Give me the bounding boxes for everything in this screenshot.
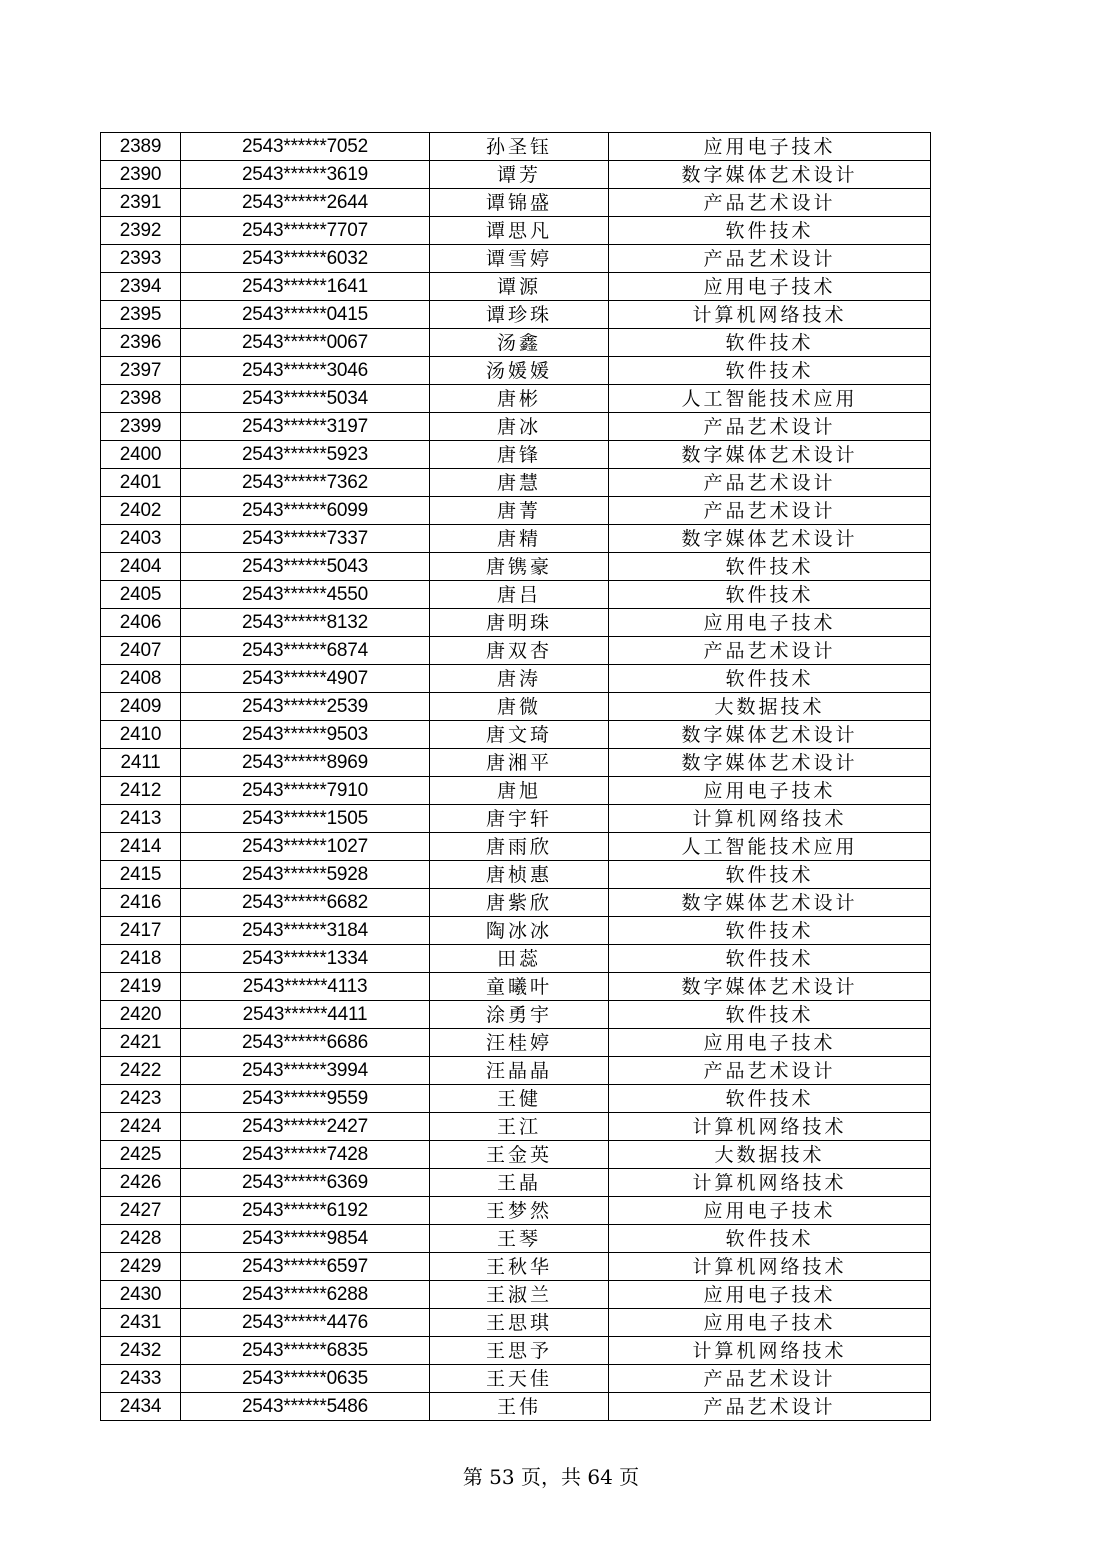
row-major: 人工智能技术应用 — [609, 833, 931, 861]
row-sequence-number: 2401 — [101, 469, 181, 497]
table-row — [101, 413, 931, 441]
row-major: 产品艺术设计 — [609, 1393, 931, 1421]
table-row — [101, 833, 931, 861]
row-sequence-number: 2399 — [101, 413, 181, 441]
row-masked-id: 2543******0067 — [181, 329, 430, 357]
row-masked-id: 2543******4907 — [181, 665, 430, 693]
table-row — [101, 1253, 931, 1281]
table-row — [101, 385, 931, 413]
row-sequence-number: 2422 — [101, 1057, 181, 1085]
row-student-name: 唐雨欣 — [430, 833, 609, 861]
table-row — [101, 357, 931, 385]
row-masked-id: 2543******9854 — [181, 1225, 430, 1253]
row-masked-id: 2543******6682 — [181, 889, 430, 917]
row-major: 产品艺术设计 — [609, 497, 931, 525]
row-masked-id: 2543******6099 — [181, 497, 430, 525]
row-major: 数字媒体艺术设计 — [609, 441, 931, 469]
row-masked-id: 2543******3619 — [181, 161, 430, 189]
table-row — [101, 945, 931, 973]
row-student-name: 谭芳 — [430, 161, 609, 189]
table-row — [101, 1029, 931, 1057]
table-row — [101, 665, 931, 693]
row-masked-id: 2543******1334 — [181, 945, 430, 973]
row-major: 计算机网络技术 — [609, 1113, 931, 1141]
row-masked-id: 2543******1027 — [181, 833, 430, 861]
row-sequence-number: 2419 — [101, 973, 181, 1001]
row-sequence-number: 2398 — [101, 385, 181, 413]
table-row — [101, 581, 931, 609]
row-sequence-number: 2417 — [101, 917, 181, 945]
row-sequence-number: 2411 — [101, 749, 181, 777]
row-major: 软件技术 — [609, 861, 931, 889]
row-student-name: 田蕊 — [430, 945, 609, 973]
row-major: 产品艺术设计 — [609, 189, 931, 217]
row-major: 软件技术 — [609, 945, 931, 973]
table-row — [101, 1197, 931, 1225]
row-student-name: 王秋华 — [430, 1253, 609, 1281]
row-student-name: 涂勇宇 — [430, 1001, 609, 1029]
row-masked-id: 2543******7707 — [181, 217, 430, 245]
row-major: 数字媒体艺术设计 — [609, 749, 931, 777]
row-major: 大数据技术 — [609, 1141, 931, 1169]
row-sequence-number: 2418 — [101, 945, 181, 973]
row-major: 应用电子技术 — [609, 1309, 931, 1337]
row-masked-id: 2543******9559 — [181, 1085, 430, 1113]
row-masked-id: 2543******1505 — [181, 805, 430, 833]
row-student-name: 王伟 — [430, 1393, 609, 1421]
row-student-name: 汤鑫 — [430, 329, 609, 357]
row-student-name: 唐彬 — [430, 385, 609, 413]
table-row — [101, 245, 931, 273]
row-masked-id: 2543******7362 — [181, 469, 430, 497]
table-row — [101, 1141, 931, 1169]
row-sequence-number: 2420 — [101, 1001, 181, 1029]
row-sequence-number: 2423 — [101, 1085, 181, 1113]
table-row — [101, 973, 931, 1001]
row-sequence-number: 2415 — [101, 861, 181, 889]
row-student-name: 王思予 — [430, 1337, 609, 1365]
row-student-name: 汤媛媛 — [430, 357, 609, 385]
row-student-name: 谭源 — [430, 273, 609, 301]
row-major: 软件技术 — [609, 357, 931, 385]
row-masked-id: 2543******6874 — [181, 637, 430, 665]
row-sequence-number: 2393 — [101, 245, 181, 273]
row-sequence-number: 2404 — [101, 553, 181, 581]
row-masked-id: 2543******2539 — [181, 693, 430, 721]
row-student-name: 唐双杏 — [430, 637, 609, 665]
row-major: 软件技术 — [609, 553, 931, 581]
row-student-name: 唐旭 — [430, 777, 609, 805]
table-row — [101, 1309, 931, 1337]
table-row — [101, 525, 931, 553]
page-number-footer: 第 53 页，共 64 页 — [462, 1465, 640, 1489]
row-major: 软件技术 — [609, 665, 931, 693]
roster-table-body — [101, 133, 931, 1421]
row-major: 应用电子技术 — [609, 1281, 931, 1309]
table-row — [101, 497, 931, 525]
row-student-name: 王琴 — [430, 1225, 609, 1253]
table-row — [101, 441, 931, 469]
row-masked-id: 2543******6835 — [181, 1337, 430, 1365]
row-masked-id: 2543******9503 — [181, 721, 430, 749]
row-student-name: 谭思凡 — [430, 217, 609, 245]
row-major: 产品艺术设计 — [609, 1365, 931, 1393]
row-student-name: 唐桢惠 — [430, 861, 609, 889]
row-masked-id: 2543******4411 — [181, 1001, 430, 1029]
row-major: 应用电子技术 — [609, 1029, 931, 1057]
row-masked-id: 2543******6369 — [181, 1169, 430, 1197]
row-major: 软件技术 — [609, 1225, 931, 1253]
row-masked-id: 2543******3184 — [181, 917, 430, 945]
row-major: 计算机网络技术 — [609, 1337, 931, 1365]
row-major: 软件技术 — [609, 581, 931, 609]
row-sequence-number: 2389 — [101, 133, 181, 161]
row-major: 产品艺术设计 — [609, 469, 931, 497]
row-major: 应用电子技术 — [609, 273, 931, 301]
row-major: 数字媒体艺术设计 — [609, 973, 931, 1001]
row-student-name: 唐湘平 — [430, 749, 609, 777]
row-masked-id: 2543******3197 — [181, 413, 430, 441]
row-sequence-number: 2434 — [101, 1393, 181, 1421]
row-student-name: 唐镌豪 — [430, 553, 609, 581]
row-student-name: 王淑兰 — [430, 1281, 609, 1309]
row-sequence-number: 2429 — [101, 1253, 181, 1281]
row-major: 计算机网络技术 — [609, 1169, 931, 1197]
table-row — [101, 273, 931, 301]
student-roster-table — [100, 132, 931, 1421]
row-masked-id: 2543******6597 — [181, 1253, 430, 1281]
row-sequence-number: 2409 — [101, 693, 181, 721]
row-major: 产品艺术设计 — [609, 245, 931, 273]
row-sequence-number: 2432 — [101, 1337, 181, 1365]
table-row — [101, 133, 931, 161]
row-masked-id: 2543******5928 — [181, 861, 430, 889]
row-major: 数字媒体艺术设计 — [609, 889, 931, 917]
table-row — [101, 469, 931, 497]
table-row — [101, 1365, 931, 1393]
row-major: 计算机网络技术 — [609, 805, 931, 833]
row-sequence-number: 2406 — [101, 609, 181, 637]
table-row — [101, 1225, 931, 1253]
row-student-name: 唐文琦 — [430, 721, 609, 749]
row-student-name: 唐涛 — [430, 665, 609, 693]
row-student-name: 陶冰冰 — [430, 917, 609, 945]
row-student-name: 唐微 — [430, 693, 609, 721]
row-major: 产品艺术设计 — [609, 637, 931, 665]
row-student-name: 唐精 — [430, 525, 609, 553]
row-masked-id: 2543******5034 — [181, 385, 430, 413]
row-student-name: 汪桂婷 — [430, 1029, 609, 1057]
row-student-name: 唐冰 — [430, 413, 609, 441]
table-row — [101, 1393, 931, 1421]
row-student-name: 王健 — [430, 1085, 609, 1113]
row-masked-id: 2543******3994 — [181, 1057, 430, 1085]
table-row — [101, 861, 931, 889]
row-sequence-number: 2394 — [101, 273, 181, 301]
table-row — [101, 1057, 931, 1085]
row-student-name: 唐宇轩 — [430, 805, 609, 833]
row-masked-id: 2543******4113 — [181, 973, 430, 1001]
row-sequence-number: 2391 — [101, 189, 181, 217]
row-student-name: 唐紫欣 — [430, 889, 609, 917]
row-masked-id: 2543******2427 — [181, 1113, 430, 1141]
table-row — [101, 889, 931, 917]
row-masked-id: 2543******0635 — [181, 1365, 430, 1393]
row-sequence-number: 2433 — [101, 1365, 181, 1393]
table-row — [101, 917, 931, 945]
row-major: 产品艺术设计 — [609, 1057, 931, 1085]
table-row — [101, 805, 931, 833]
row-sequence-number: 2397 — [101, 357, 181, 385]
row-student-name: 王金英 — [430, 1141, 609, 1169]
row-masked-id: 2543******8132 — [181, 609, 430, 637]
table-row — [101, 749, 931, 777]
table-row — [101, 301, 931, 329]
row-student-name: 王江 — [430, 1113, 609, 1141]
row-major: 应用电子技术 — [609, 133, 931, 161]
row-masked-id: 2543******8969 — [181, 749, 430, 777]
row-masked-id: 2543******7052 — [181, 133, 430, 161]
table-row — [101, 1337, 931, 1365]
table-row — [101, 1113, 931, 1141]
row-student-name: 王思琪 — [430, 1309, 609, 1337]
row-major: 应用电子技术 — [609, 1197, 931, 1225]
row-sequence-number: 2426 — [101, 1169, 181, 1197]
row-student-name: 孙圣钰 — [430, 133, 609, 161]
row-masked-id: 2543******7428 — [181, 1141, 430, 1169]
row-major: 软件技术 — [609, 917, 931, 945]
table-row — [101, 1169, 931, 1197]
row-student-name: 唐菁 — [430, 497, 609, 525]
row-masked-id: 2543******5486 — [181, 1393, 430, 1421]
row-masked-id: 2543******2644 — [181, 189, 430, 217]
row-sequence-number: 2412 — [101, 777, 181, 805]
row-masked-id: 2543******6032 — [181, 245, 430, 273]
row-sequence-number: 2390 — [101, 161, 181, 189]
row-masked-id: 2543******7910 — [181, 777, 430, 805]
row-student-name: 童曦叶 — [430, 973, 609, 1001]
table-row — [101, 217, 931, 245]
row-sequence-number: 2396 — [101, 329, 181, 357]
row-major: 计算机网络技术 — [609, 301, 931, 329]
row-sequence-number: 2428 — [101, 1225, 181, 1253]
row-major: 数字媒体艺术设计 — [609, 525, 931, 553]
row-sequence-number: 2416 — [101, 889, 181, 917]
row-student-name: 王天佳 — [430, 1365, 609, 1393]
row-major: 软件技术 — [609, 329, 931, 357]
row-sequence-number: 2407 — [101, 637, 181, 665]
row-sequence-number: 2431 — [101, 1309, 181, 1337]
row-student-name: 唐锋 — [430, 441, 609, 469]
row-student-name: 唐明珠 — [430, 609, 609, 637]
row-sequence-number: 2427 — [101, 1197, 181, 1225]
table-row — [101, 1281, 931, 1309]
row-masked-id: 2543******1641 — [181, 273, 430, 301]
row-masked-id: 2543******0415 — [181, 301, 430, 329]
row-masked-id: 2543******3046 — [181, 357, 430, 385]
table-row — [101, 553, 931, 581]
row-sequence-number: 2414 — [101, 833, 181, 861]
row-sequence-number: 2392 — [101, 217, 181, 245]
row-student-name: 谭雪婷 — [430, 245, 609, 273]
row-major: 应用电子技术 — [609, 609, 931, 637]
table-row — [101, 1001, 931, 1029]
row-student-name: 谭珍珠 — [430, 301, 609, 329]
row-student-name: 唐慧 — [430, 469, 609, 497]
table-row — [101, 161, 931, 189]
row-sequence-number: 2400 — [101, 441, 181, 469]
table-row — [101, 189, 931, 217]
row-major: 软件技术 — [609, 1085, 931, 1113]
table-row — [101, 777, 931, 805]
row-student-name: 王晶 — [430, 1169, 609, 1197]
row-sequence-number: 2424 — [101, 1113, 181, 1141]
row-major: 数字媒体艺术设计 — [609, 721, 931, 749]
row-masked-id: 2543******7337 — [181, 525, 430, 553]
row-major: 软件技术 — [609, 217, 931, 245]
row-student-name: 汪晶晶 — [430, 1057, 609, 1085]
row-major: 人工智能技术应用 — [609, 385, 931, 413]
row-sequence-number: 2413 — [101, 805, 181, 833]
row-masked-id: 2543******5043 — [181, 553, 430, 581]
row-student-name: 王梦然 — [430, 1197, 609, 1225]
row-major: 产品艺术设计 — [609, 413, 931, 441]
row-student-name: 谭锦盛 — [430, 189, 609, 217]
table-row — [101, 329, 931, 357]
row-sequence-number: 2405 — [101, 581, 181, 609]
row-sequence-number: 2430 — [101, 1281, 181, 1309]
row-masked-id: 2543******5923 — [181, 441, 430, 469]
row-sequence-number: 2425 — [101, 1141, 181, 1169]
table-row — [101, 721, 931, 749]
row-major: 软件技术 — [609, 1001, 931, 1029]
table-row — [101, 637, 931, 665]
row-masked-id: 2543******6192 — [181, 1197, 430, 1225]
row-student-name: 唐吕 — [430, 581, 609, 609]
table-row — [101, 609, 931, 637]
table-row — [101, 1085, 931, 1113]
row-sequence-number: 2410 — [101, 721, 181, 749]
row-masked-id: 2543******6288 — [181, 1281, 430, 1309]
row-sequence-number: 2408 — [101, 665, 181, 693]
row-sequence-number: 2403 — [101, 525, 181, 553]
row-major: 应用电子技术 — [609, 777, 931, 805]
row-major: 计算机网络技术 — [609, 1253, 931, 1281]
row-sequence-number: 2395 — [101, 301, 181, 329]
row-masked-id: 2543******4476 — [181, 1309, 430, 1337]
table-row — [101, 693, 931, 721]
row-major: 大数据技术 — [609, 693, 931, 721]
row-masked-id: 2543******6686 — [181, 1029, 430, 1057]
row-major: 数字媒体艺术设计 — [609, 161, 931, 189]
row-sequence-number: 2402 — [101, 497, 181, 525]
row-masked-id: 2543******4550 — [181, 581, 430, 609]
row-sequence-number: 2421 — [101, 1029, 181, 1057]
